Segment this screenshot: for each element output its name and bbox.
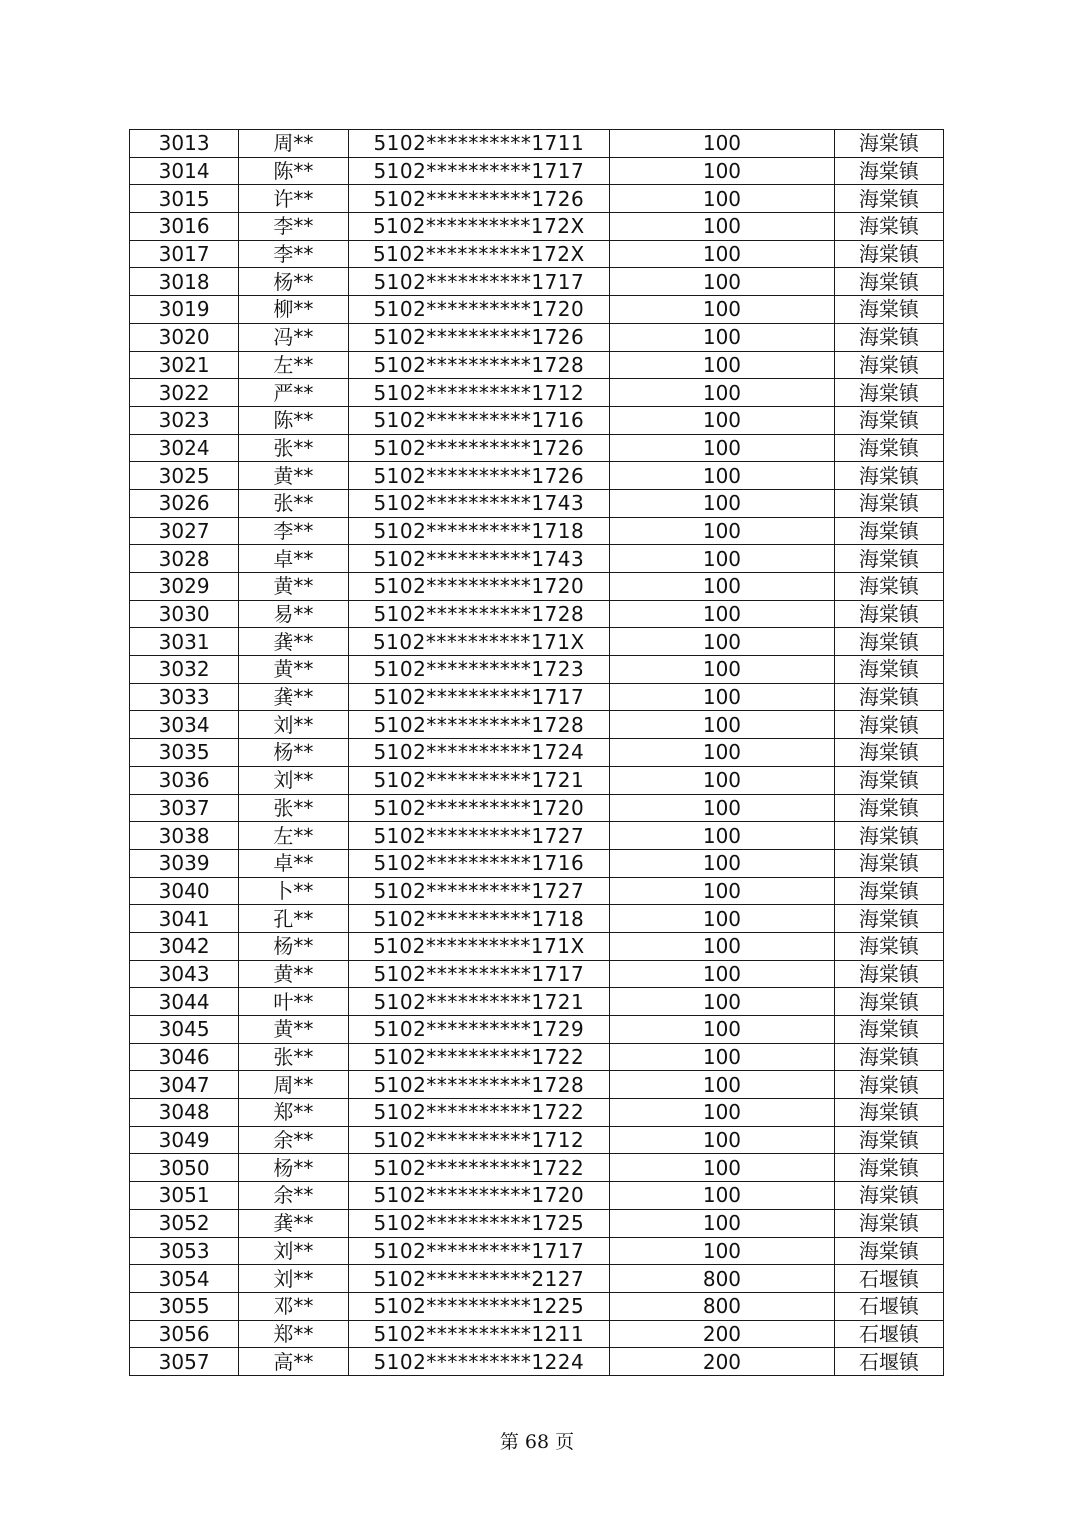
table-row <box>130 240 944 268</box>
amount-cell: 100 <box>610 766 835 794</box>
name-cell: 张** <box>239 489 348 517</box>
name-cell: 冯** <box>239 323 348 351</box>
amount-cell: 100 <box>610 628 835 656</box>
amount-cell: 100 <box>610 1071 835 1099</box>
id-number-cell: 5102**********1720 <box>348 573 610 601</box>
table-row <box>130 379 944 407</box>
name-cell: 刘** <box>239 766 348 794</box>
amount-cell: 800 <box>610 1265 835 1293</box>
amount-cell: 100 <box>610 656 835 684</box>
town-cell: 海棠镇 <box>834 1099 943 1127</box>
amount-cell: 100 <box>610 1154 835 1182</box>
id-number-cell: 5102**********1727 <box>348 822 610 850</box>
name-cell: 刘** <box>239 1265 348 1293</box>
id-number-cell: 5102**********1716 <box>348 406 610 434</box>
table-row <box>130 1348 944 1376</box>
town-cell: 海棠镇 <box>834 130 943 158</box>
amount-cell: 100 <box>610 323 835 351</box>
row-number-cell: 3028 <box>130 545 239 573</box>
amount-cell: 100 <box>610 130 835 158</box>
id-number-cell: 5102**********1728 <box>348 1071 610 1099</box>
town-cell: 海棠镇 <box>834 406 943 434</box>
id-number-cell: 5102**********1727 <box>348 877 610 905</box>
amount-cell: 100 <box>610 1237 835 1265</box>
town-cell: 海棠镇 <box>834 323 943 351</box>
table-row <box>130 1154 944 1182</box>
town-cell: 海棠镇 <box>834 766 943 794</box>
row-number-cell: 3029 <box>130 573 239 601</box>
row-number-cell: 3054 <box>130 1265 239 1293</box>
town-cell: 海棠镇 <box>834 489 943 517</box>
amount-cell: 100 <box>610 1099 835 1127</box>
id-number-cell: 5102**********1722 <box>348 1154 610 1182</box>
table-row <box>130 213 944 241</box>
amount-cell: 100 <box>610 905 835 933</box>
town-cell: 海棠镇 <box>834 1182 943 1210</box>
row-number-cell: 3055 <box>130 1292 239 1320</box>
id-number-cell: 5102**********1726 <box>348 434 610 462</box>
table-row <box>130 406 944 434</box>
id-number-cell: 5102**********1726 <box>348 462 610 490</box>
records-table-body <box>130 130 944 1376</box>
row-number-cell: 3046 <box>130 1043 239 1071</box>
amount-cell: 100 <box>610 822 835 850</box>
amount-cell: 100 <box>610 600 835 628</box>
table-row <box>130 323 944 351</box>
town-cell: 海棠镇 <box>834 1154 943 1182</box>
id-number-cell: 5102**********1726 <box>348 323 610 351</box>
table-row <box>130 1071 944 1099</box>
table-row <box>130 1016 944 1044</box>
id-number-cell: 5102**********171X <box>348 628 610 656</box>
town-cell: 海棠镇 <box>834 1126 943 1154</box>
table-row <box>130 905 944 933</box>
id-number-cell: 5102**********1711 <box>348 130 610 158</box>
town-cell: 海棠镇 <box>834 739 943 767</box>
name-cell: 杨** <box>239 739 348 767</box>
town-cell: 海棠镇 <box>834 157 943 185</box>
town-cell: 海棠镇 <box>834 1043 943 1071</box>
table-row <box>130 600 944 628</box>
id-number-cell: 5102**********1717 <box>348 268 610 296</box>
name-cell: 陈** <box>239 406 348 434</box>
page-number: 第 68 页 <box>499 1431 575 1453</box>
town-cell: 海棠镇 <box>834 517 943 545</box>
table-row <box>130 1099 944 1127</box>
town-cell: 石堰镇 <box>834 1265 943 1293</box>
id-number-cell: 5102**********1720 <box>348 296 610 324</box>
amount-cell: 100 <box>610 213 835 241</box>
id-number-cell: 5102**********1720 <box>348 794 610 822</box>
name-cell: 叶** <box>239 988 348 1016</box>
table-row <box>130 1182 944 1210</box>
id-number-cell: 5102**********1716 <box>348 849 610 877</box>
amount-cell: 100 <box>610 296 835 324</box>
town-cell: 石堰镇 <box>834 1320 943 1348</box>
id-number-cell: 5102**********1717 <box>348 683 610 711</box>
town-cell: 海棠镇 <box>834 794 943 822</box>
row-number-cell: 3038 <box>130 822 239 850</box>
row-number-cell: 3022 <box>130 379 239 407</box>
row-number-cell: 3020 <box>130 323 239 351</box>
amount-cell: 100 <box>610 462 835 490</box>
table-row <box>130 932 944 960</box>
name-cell: 张** <box>239 434 348 462</box>
table-row <box>130 849 944 877</box>
row-number-cell: 3049 <box>130 1126 239 1154</box>
amount-cell: 100 <box>610 489 835 517</box>
name-cell: 周** <box>239 1071 348 1099</box>
table-row <box>130 766 944 794</box>
row-number-cell: 3017 <box>130 240 239 268</box>
amount-cell: 100 <box>610 545 835 573</box>
id-number-cell: 5102**********1712 <box>348 379 610 407</box>
row-number-cell: 3018 <box>130 268 239 296</box>
amount-cell: 100 <box>610 406 835 434</box>
town-cell: 石堰镇 <box>834 1348 943 1376</box>
town-cell: 海棠镇 <box>834 545 943 573</box>
table-row <box>130 988 944 1016</box>
amount-cell: 100 <box>610 351 835 379</box>
row-number-cell: 3015 <box>130 185 239 213</box>
row-number-cell: 3034 <box>130 711 239 739</box>
id-number-cell: 5102**********1726 <box>348 185 610 213</box>
town-cell: 海棠镇 <box>834 1071 943 1099</box>
row-number-cell: 3044 <box>130 988 239 1016</box>
table-row <box>130 573 944 601</box>
name-cell: 卓** <box>239 849 348 877</box>
table-row <box>130 185 944 213</box>
amount-cell: 100 <box>610 517 835 545</box>
row-number-cell: 3013 <box>130 130 239 158</box>
table-row <box>130 656 944 684</box>
name-cell: 左** <box>239 351 348 379</box>
row-number-cell: 3024 <box>130 434 239 462</box>
table-row <box>130 545 944 573</box>
name-cell: 黄** <box>239 462 348 490</box>
amount-cell: 200 <box>610 1348 835 1376</box>
row-number-cell: 3052 <box>130 1209 239 1237</box>
amount-cell: 100 <box>610 1209 835 1237</box>
id-number-cell: 5102**********1225 <box>348 1292 610 1320</box>
town-cell: 海棠镇 <box>834 877 943 905</box>
table-row <box>130 683 944 711</box>
table-row <box>130 434 944 462</box>
row-number-cell: 3051 <box>130 1182 239 1210</box>
row-number-cell: 3026 <box>130 489 239 517</box>
id-number-cell: 5102**********1211 <box>348 1320 610 1348</box>
id-number-cell: 5102**********1717 <box>348 157 610 185</box>
town-cell: 海棠镇 <box>834 905 943 933</box>
table-row <box>130 1320 944 1348</box>
amount-cell: 800 <box>610 1292 835 1320</box>
row-number-cell: 3021 <box>130 351 239 379</box>
town-cell: 海棠镇 <box>834 1209 943 1237</box>
id-number-cell: 5102**********1724 <box>348 739 610 767</box>
id-number-cell: 5102**********1718 <box>348 905 610 933</box>
row-number-cell: 3035 <box>130 739 239 767</box>
amount-cell: 100 <box>610 711 835 739</box>
row-number-cell: 3047 <box>130 1071 239 1099</box>
name-cell: 黄** <box>239 573 348 601</box>
name-cell: 黄** <box>239 1016 348 1044</box>
id-number-cell: 5102**********1728 <box>348 600 610 628</box>
name-cell: 卓** <box>239 545 348 573</box>
amount-cell: 100 <box>610 434 835 462</box>
name-cell: 郑** <box>239 1099 348 1127</box>
table-row <box>130 351 944 379</box>
name-cell: 余** <box>239 1126 348 1154</box>
id-number-cell: 5102**********1728 <box>348 351 610 379</box>
name-cell: 刘** <box>239 711 348 739</box>
name-cell: 李** <box>239 240 348 268</box>
table-row <box>130 157 944 185</box>
town-cell: 海棠镇 <box>834 434 943 462</box>
name-cell: 张** <box>239 794 348 822</box>
town-cell: 海棠镇 <box>834 351 943 379</box>
row-number-cell: 3045 <box>130 1016 239 1044</box>
name-cell: 余** <box>239 1182 348 1210</box>
row-number-cell: 3053 <box>130 1237 239 1265</box>
row-number-cell: 3041 <box>130 905 239 933</box>
name-cell: 高** <box>239 1348 348 1376</box>
name-cell: 龚** <box>239 628 348 656</box>
table-row <box>130 711 944 739</box>
row-number-cell: 3025 <box>130 462 239 490</box>
amount-cell: 100 <box>610 240 835 268</box>
name-cell: 左** <box>239 822 348 850</box>
amount-cell: 100 <box>610 1126 835 1154</box>
id-number-cell: 5102**********1712 <box>348 1126 610 1154</box>
row-number-cell: 3043 <box>130 960 239 988</box>
name-cell: 柳** <box>239 296 348 324</box>
table-row <box>130 1126 944 1154</box>
id-number-cell: 5102**********2127 <box>348 1265 610 1293</box>
town-cell: 海棠镇 <box>834 683 943 711</box>
town-cell: 海棠镇 <box>834 849 943 877</box>
name-cell: 易** <box>239 600 348 628</box>
id-number-cell: 5102**********1743 <box>348 545 610 573</box>
name-cell: 郑** <box>239 1320 348 1348</box>
amount-cell: 100 <box>610 573 835 601</box>
town-cell: 海棠镇 <box>834 988 943 1016</box>
name-cell: 张** <box>239 1043 348 1071</box>
amount-cell: 100 <box>610 960 835 988</box>
amount-cell: 100 <box>610 185 835 213</box>
id-number-cell: 5102**********1743 <box>348 489 610 517</box>
id-number-cell: 5102**********1720 <box>348 1182 610 1210</box>
id-number-cell: 5102**********1722 <box>348 1099 610 1127</box>
town-cell: 海棠镇 <box>834 268 943 296</box>
name-cell: 龚** <box>239 1209 348 1237</box>
row-number-cell: 3030 <box>130 600 239 628</box>
amount-cell: 100 <box>610 849 835 877</box>
row-number-cell: 3039 <box>130 849 239 877</box>
name-cell: 陈** <box>239 157 348 185</box>
name-cell: 李** <box>239 213 348 241</box>
table-row <box>130 462 944 490</box>
name-cell: 周** <box>239 130 348 158</box>
table-row <box>130 877 944 905</box>
id-number-cell: 5102**********1728 <box>348 711 610 739</box>
id-number-cell: 5102**********1721 <box>348 988 610 1016</box>
town-cell: 海棠镇 <box>834 213 943 241</box>
row-number-cell: 3014 <box>130 157 239 185</box>
table-row <box>130 1292 944 1320</box>
table-row <box>130 130 944 158</box>
name-cell: 刘** <box>239 1237 348 1265</box>
id-number-cell: 5102**********171X <box>348 932 610 960</box>
amount-cell: 100 <box>610 1016 835 1044</box>
records-table <box>129 129 944 1376</box>
table-row <box>130 1209 944 1237</box>
amount-cell: 100 <box>610 1182 835 1210</box>
name-cell: 杨** <box>239 932 348 960</box>
name-cell: 黄** <box>239 656 348 684</box>
amount-cell: 100 <box>610 988 835 1016</box>
table-row <box>130 268 944 296</box>
id-number-cell: 5102**********172X <box>348 213 610 241</box>
town-cell: 海棠镇 <box>834 932 943 960</box>
id-number-cell: 5102**********1721 <box>348 766 610 794</box>
town-cell: 海棠镇 <box>834 960 943 988</box>
amount-cell: 100 <box>610 157 835 185</box>
id-number-cell: 5102**********172X <box>348 240 610 268</box>
id-number-cell: 5102**********1725 <box>348 1209 610 1237</box>
row-number-cell: 3042 <box>130 932 239 960</box>
amount-cell: 200 <box>610 1320 835 1348</box>
table-row <box>130 739 944 767</box>
amount-cell: 100 <box>610 739 835 767</box>
name-cell: 杨** <box>239 1154 348 1182</box>
town-cell: 海棠镇 <box>834 573 943 601</box>
row-number-cell: 3036 <box>130 766 239 794</box>
amount-cell: 100 <box>610 683 835 711</box>
table-row <box>130 517 944 545</box>
row-number-cell: 3048 <box>130 1099 239 1127</box>
table-row <box>130 489 944 517</box>
town-cell: 海棠镇 <box>834 1237 943 1265</box>
table-row <box>130 1237 944 1265</box>
amount-cell: 100 <box>610 268 835 296</box>
row-number-cell: 3023 <box>130 406 239 434</box>
name-cell: 邓** <box>239 1292 348 1320</box>
name-cell: 卜** <box>239 877 348 905</box>
name-cell: 严** <box>239 379 348 407</box>
table-row <box>130 296 944 324</box>
town-cell: 海棠镇 <box>834 296 943 324</box>
id-number-cell: 5102**********1718 <box>348 517 610 545</box>
table-row <box>130 1265 944 1293</box>
table-row <box>130 960 944 988</box>
row-number-cell: 3032 <box>130 656 239 684</box>
name-cell: 孔** <box>239 905 348 933</box>
amount-cell: 100 <box>610 379 835 407</box>
row-number-cell: 3057 <box>130 1348 239 1376</box>
amount-cell: 100 <box>610 1043 835 1071</box>
row-number-cell: 3040 <box>130 877 239 905</box>
town-cell: 海棠镇 <box>834 628 943 656</box>
town-cell: 海棠镇 <box>834 240 943 268</box>
id-number-cell: 5102**********1729 <box>348 1016 610 1044</box>
town-cell: 石堰镇 <box>834 1292 943 1320</box>
town-cell: 海棠镇 <box>834 600 943 628</box>
id-number-cell: 5102**********1224 <box>348 1348 610 1376</box>
name-cell: 杨** <box>239 268 348 296</box>
name-cell: 龚** <box>239 683 348 711</box>
amount-cell: 100 <box>610 877 835 905</box>
town-cell: 海棠镇 <box>834 822 943 850</box>
town-cell: 海棠镇 <box>834 462 943 490</box>
id-number-cell: 5102**********1722 <box>348 1043 610 1071</box>
row-number-cell: 3050 <box>130 1154 239 1182</box>
name-cell: 黄** <box>239 960 348 988</box>
town-cell: 海棠镇 <box>834 185 943 213</box>
name-cell: 许** <box>239 185 348 213</box>
town-cell: 海棠镇 <box>834 379 943 407</box>
table-row <box>130 822 944 850</box>
row-number-cell: 3019 <box>130 296 239 324</box>
row-number-cell: 3016 <box>130 213 239 241</box>
row-number-cell: 3031 <box>130 628 239 656</box>
table-row <box>130 794 944 822</box>
town-cell: 海棠镇 <box>834 656 943 684</box>
table-row <box>130 1043 944 1071</box>
row-number-cell: 3037 <box>130 794 239 822</box>
table-row <box>130 628 944 656</box>
name-cell: 李** <box>239 517 348 545</box>
id-number-cell: 5102**********1717 <box>348 960 610 988</box>
row-number-cell: 3056 <box>130 1320 239 1348</box>
row-number-cell: 3027 <box>130 517 239 545</box>
id-number-cell: 5102**********1717 <box>348 1237 610 1265</box>
id-number-cell: 5102**********1723 <box>348 656 610 684</box>
amount-cell: 100 <box>610 932 835 960</box>
row-number-cell: 3033 <box>130 683 239 711</box>
amount-cell: 100 <box>610 794 835 822</box>
town-cell: 海棠镇 <box>834 711 943 739</box>
town-cell: 海棠镇 <box>834 1016 943 1044</box>
